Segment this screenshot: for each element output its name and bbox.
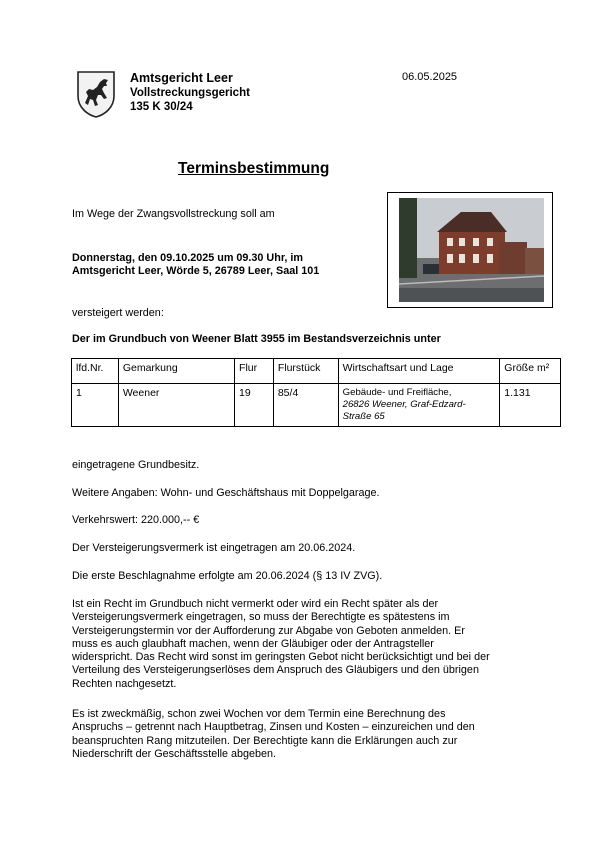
col-header-gemarkung: Gemarkung: [118, 359, 234, 384]
document-title: Terminsbestimmung: [178, 160, 330, 177]
col-header-flur: Flur: [235, 359, 274, 384]
recht-line: Ist ein Recht im Grundbuch nicht vermerkt oder wird ein Recht später als der: [72, 598, 439, 610]
appointment-line-1: Donnerstag, den 09.10.2025 um 09.30 Uhr, im: [72, 252, 304, 264]
cell-gemarkung: Weener: [118, 384, 234, 427]
lage-address-line-1: 26826 Weener, Graf-Edzard-: [342, 399, 466, 410]
cell-lage: [338, 384, 500, 427]
col-header-groesse: Größe m²: [500, 359, 561, 384]
zweckmaessig-line: beanspruchten Rang mitzuteilen. Der Berechtigte kann die Erklärungen auch zur: [72, 734, 458, 747]
recht-line: Versteigerungsvermerk eingetragen, so muss der Berechtigte es spätestens im: [72, 611, 450, 624]
court-name: Amtsgericht Leer: [130, 71, 233, 85]
col-header-lage: Wirtschaftsart und Lage: [338, 359, 500, 384]
weitere-angaben-text: Weitere Angaben: Wohn- und Geschäftshaus mit Doppelgarage.: [72, 487, 380, 499]
recht-line: Rechten nachgesetzt.: [72, 677, 177, 690]
zweckmaessig-line: Anspruchs – getrennt nach Hauptbetrag, Zinsen und Kosten – einzureichen und den: [72, 721, 475, 734]
grundbesitz-text: eingetragene Grundbesitz.: [72, 459, 200, 471]
file-number: 135 K 30/24: [130, 101, 193, 113]
recht-line: Verteilung des Versteigerungserlöses dem Anspruch des Gläubigers und den übrigen: [72, 664, 479, 677]
appointment-line-2: Amtsgericht Leer, Wörde 5, 26789 Leer, Saal 101: [72, 265, 320, 277]
beschlagnahme-text: Die erste Beschlagnahme erfolgte am 20.06.2024 (§ 13 IV ZVG).: [72, 570, 383, 582]
lower-saxony-horse-crest-icon: [76, 70, 116, 118]
auction-text: versteigert werden:: [72, 307, 164, 319]
zweckmaessig-paragraph: [72, 708, 538, 761]
document-date: 06.05.2025: [402, 71, 458, 83]
recht-paragraph: [72, 598, 538, 691]
court-department: Vollstreckungsgericht: [130, 86, 250, 99]
cell-nr: 1: [72, 384, 119, 427]
cell-groesse: 1.131: [500, 384, 561, 427]
court-address-block: [130, 71, 250, 115]
recht-line: Versteigerungstermin vor der Aufforderung zur Abgabe von Geboten anmelden. Er: [72, 624, 465, 637]
house-photo-image: [399, 198, 544, 302]
col-header-flurstueck: Flurstück: [273, 359, 338, 384]
cell-flur: 19: [235, 384, 274, 427]
lage-type: Gebäude- und Freifläche,: [342, 387, 452, 398]
recht-line: muss es auch glaubhaft machen, wenn der Gläubiger oder der Antragsteller: [72, 637, 434, 650]
table-row: [72, 384, 561, 427]
property-photo: [387, 192, 553, 308]
lage-address-line-2: Straße 65: [342, 411, 385, 422]
register-heading: Der im Grundbuch von Weener Blatt 3955 im Bestandsverzeichnis unter: [72, 333, 441, 345]
intro-text: Im Wege der Zwangsvollstreckung soll am: [72, 208, 275, 220]
zweckmaessig-line: Niederschrift der Geschäftsstelle abgeben.: [72, 747, 277, 760]
recht-line: widerspricht. Das Recht wird sonst im geringsten Gebot nicht berücksichtigt und bei der: [72, 651, 490, 664]
zweckmaessig-line: Es ist zweckmäßig, schon zwei Wochen vor dem Termin eine Berechnung des: [72, 708, 446, 720]
verkehrswert-text: Verkehrswert: 220.000,-- €: [72, 514, 200, 526]
parcel-table: [71, 358, 561, 427]
versteigerungsvermerk-text: Der Versteigerungsvermerk ist eingetragen am 20.06.2024.: [72, 542, 356, 554]
cell-flurstueck: 85/4: [273, 384, 338, 427]
table-header-row: [72, 359, 561, 384]
col-header-nr: lfd.Nr.: [72, 359, 119, 384]
